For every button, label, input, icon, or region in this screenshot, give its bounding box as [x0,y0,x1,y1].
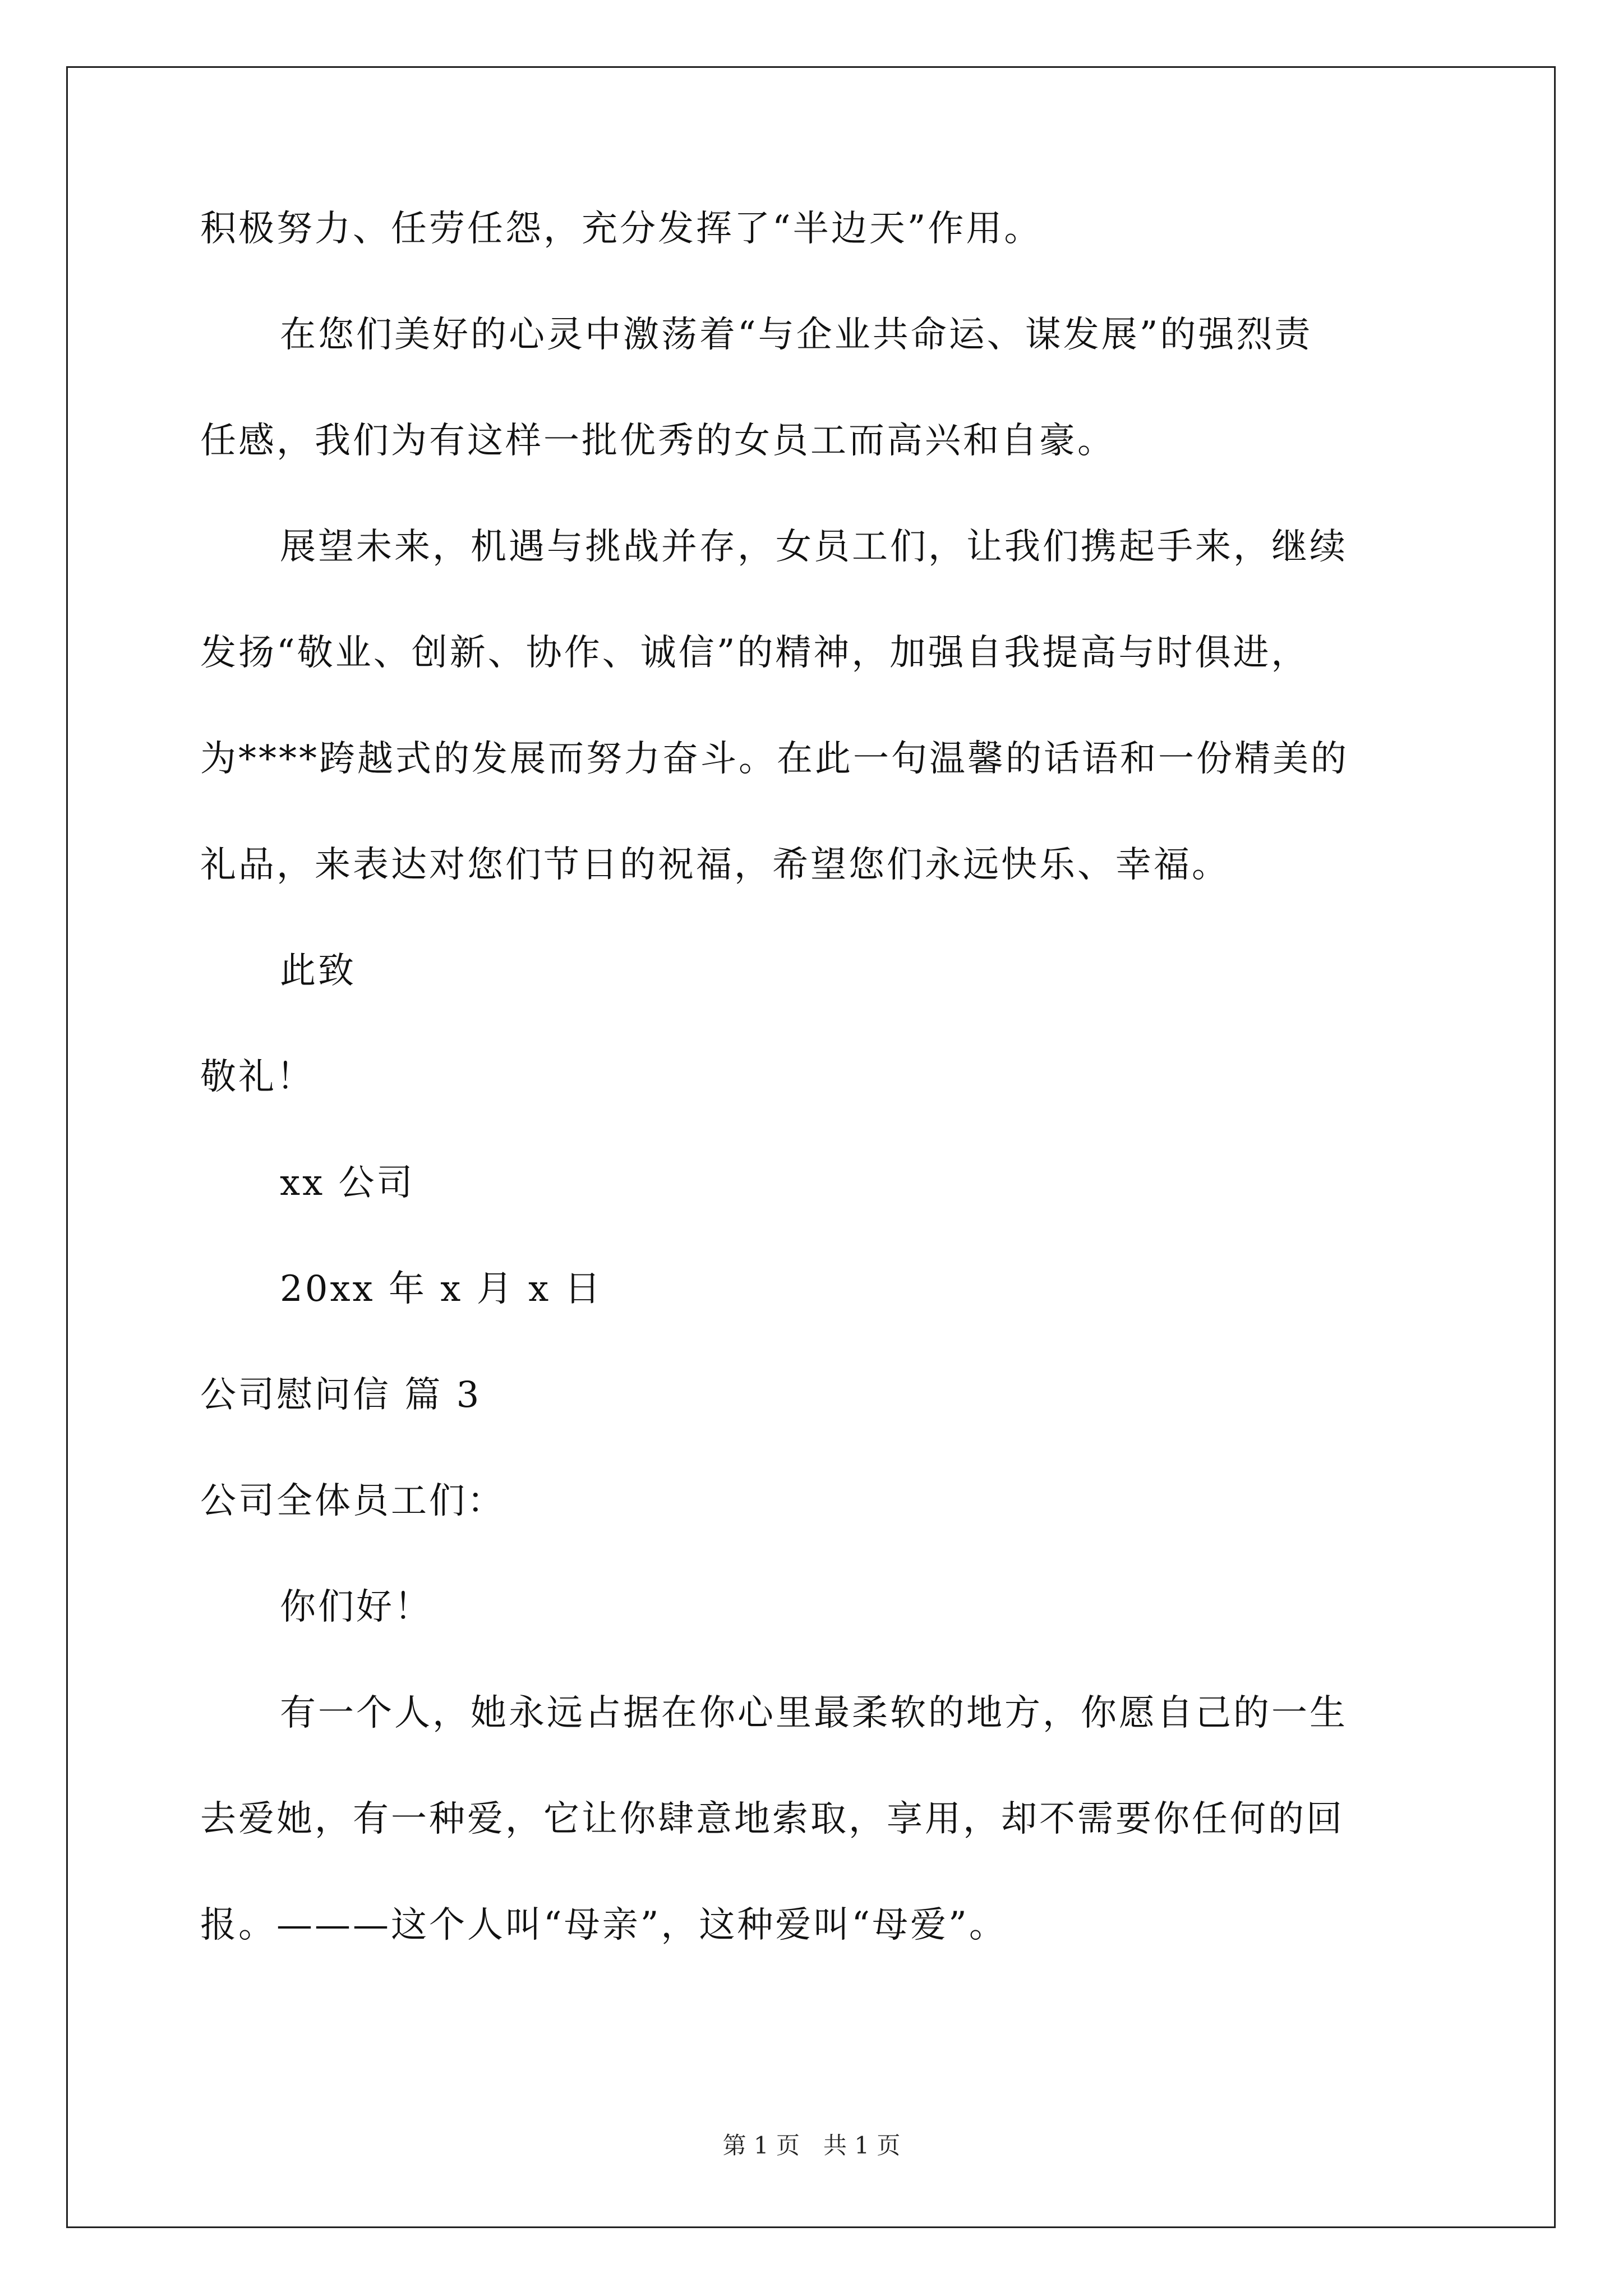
page-footer: 第 1 页 共 1 页 [722,2132,901,2159]
signature-date: 20xx 年 x 月 x 日 [280,1268,603,1310]
text-line-6: 为****跨越式的发展而努力奋斗。在此一句温馨的话语和一份精美的 [200,738,1349,780]
salutation: 敬礼！ [200,1056,315,1098]
text-line-17: 报。———这个人叫“母亲”，这种爱叫“母爱”。 [200,1904,1007,1946]
signature-company: xx 公司 [280,1162,415,1204]
text-line-5: 发扬“敬业、创新、协作、诚信”的精神，加强自我提高与时俱进， [200,632,1310,674]
recipient-greeting: 公司全体员工们： [200,1480,505,1522]
closing-phrase: 此致 [280,950,356,992]
text-line-16: 去爱她，有一种爱，它让你肆意地索取，享用，却不需要你任何的回 [200,1798,1344,1840]
text-line-15: 有一个人，她永远占据在你心里最柔软的地方，你愿自己的一生 [280,1692,1348,1734]
text-line-7: 礼品，来表达对您们节日的祝福，希望您们永远快乐、幸福。 [200,844,1230,886]
text-line-1: 积极努力、任劳任怨，充分发挥了“半边天”作用。 [200,208,1043,250]
text-line-3: 任感，我们为有这样一批优秀的女员工而高兴和自豪。 [200,420,1115,462]
text-line-2: 在您们美好的心灵中激荡着“与企业共命运、谋发展”的强烈责 [280,314,1313,356]
text-line-4: 展望未来，机遇与挑战并存，女员工们，让我们携起手来，继续 [280,526,1348,568]
greeting: 你们好！ [280,1586,432,1628]
letter-body [200,208,1434,2014]
section-heading: 公司慰问信 篇 3 [200,1374,482,1416]
